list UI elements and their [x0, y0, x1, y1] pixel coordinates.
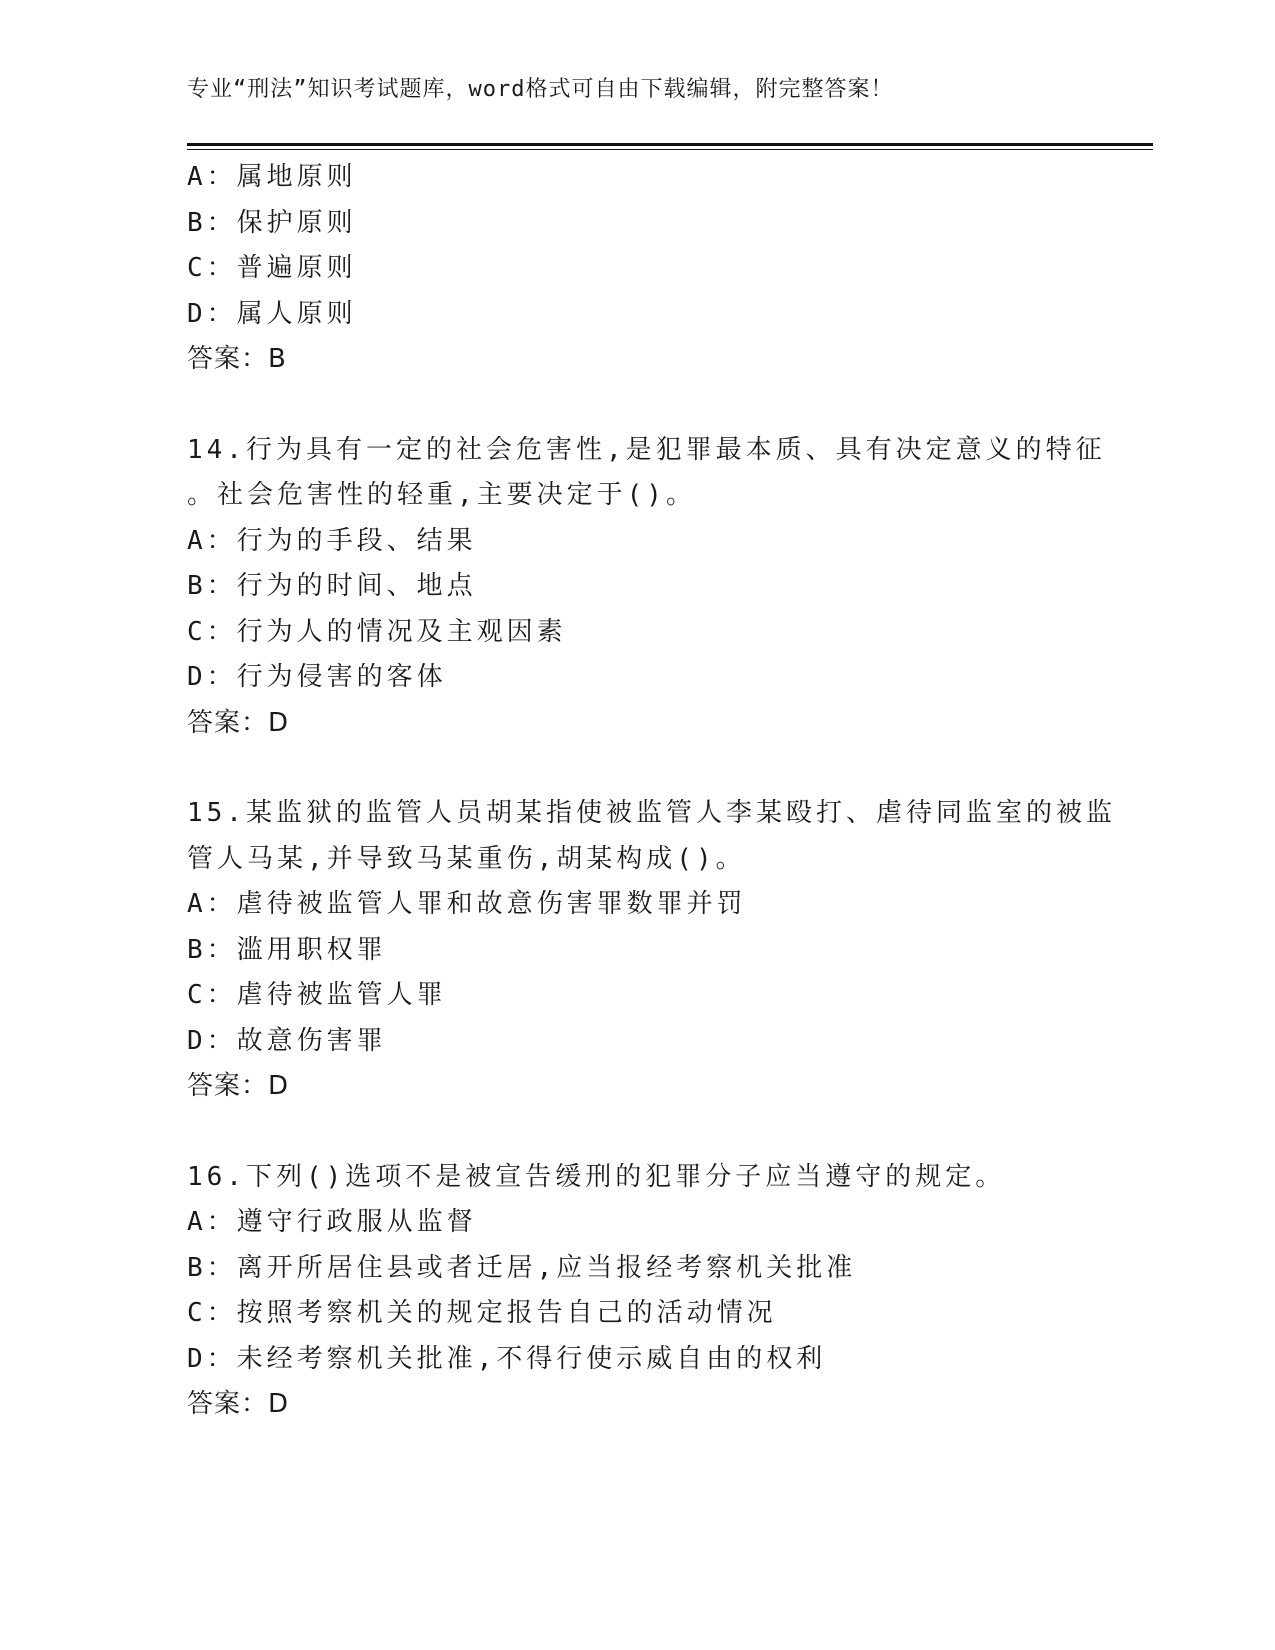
option-b: B：滥用职权罪	[187, 934, 387, 965]
option-d: D：行为侵害的客体	[187, 662, 447, 692]
option-c: C：行为人的情况及主观因素	[187, 616, 567, 647]
option-b: B：保护原则	[187, 207, 357, 238]
option-a: A：遵守行政服从监督	[187, 1207, 477, 1237]
option-c: C：按照考察机关的规定报告自己的活动情况	[187, 1298, 777, 1328]
header-rule-thick	[187, 143, 1153, 146]
answer-line: 答案：D	[187, 1389, 290, 1419]
question-16	[187, 1155, 1087, 1428]
option-a: A：属地原则	[187, 162, 357, 192]
prev-question-block	[187, 155, 1087, 383]
option-a: A：虐待被监管人罪和故意伤害罪数罪并罚	[187, 889, 747, 919]
option-d: D：未经考察机关批准,不得行使示威自由的权利	[187, 1343, 827, 1374]
question-stem: 16.下列()选项不是被宣告缓刑的犯罪分子应当遵守的规定。	[187, 1161, 1006, 1192]
option-b: B：行为的时间、地点	[187, 571, 477, 601]
answer-line: 答案：D	[187, 707, 290, 738]
option-c: C：虐待被监管人罪	[187, 980, 447, 1010]
answer-line: 答案：B	[187, 344, 287, 374]
option-a: A：行为的手段、结果	[187, 525, 477, 556]
answer-line: 答案：D	[187, 1071, 290, 1101]
option-c: C：普遍原则	[187, 253, 357, 283]
option-d: D：属人原则	[187, 298, 357, 329]
option-b: B：离开所居住县或者迁居,应当报经考察机关批准	[187, 1252, 857, 1283]
question-stem: 管人马某,并导致马某重伤,胡某构成()。	[187, 843, 746, 874]
question-stem: 。社会危害性的轻重,主要决定于()。	[187, 480, 696, 510]
question-15	[187, 791, 1116, 1110]
document-body	[187, 155, 1116, 1428]
document-header: 专业“刑法”知识考试题库，word格式可自由下载编辑，附完整答案！	[187, 77, 894, 102]
option-d: D：故意伤害罪	[187, 1025, 387, 1056]
header-rule-thin	[187, 149, 1153, 150]
question-stem: 14.行为具有一定的社会危害性,是犯罪最本质、具有决定意义的特征	[187, 434, 1106, 465]
question-stem: 15.某监狱的监管人员胡某指使被监管人李某殴打、虐待同监室的被监	[187, 798, 1116, 828]
question-14	[187, 428, 1106, 747]
